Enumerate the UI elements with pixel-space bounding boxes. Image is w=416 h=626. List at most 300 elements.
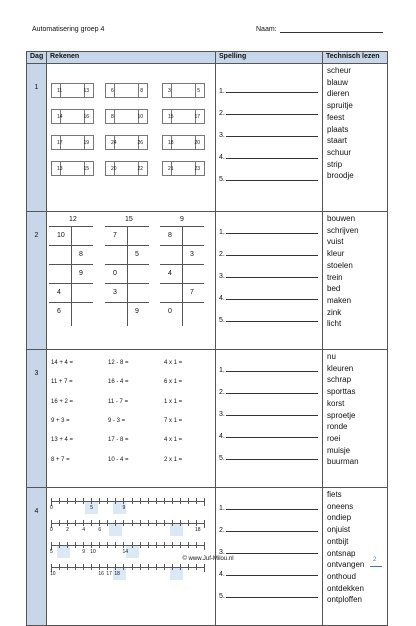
spelling-line[interactable] bbox=[219, 271, 318, 280]
number-line-tick bbox=[107, 498, 108, 504]
number-line-tick bbox=[75, 542, 76, 548]
reading-word: bed bbox=[327, 284, 341, 294]
number-line-tick bbox=[107, 564, 108, 570]
spelling-cell-3 bbox=[216, 350, 323, 488]
number-line-tick bbox=[140, 564, 141, 570]
number-line-tick bbox=[196, 498, 197, 504]
number-line-tick bbox=[204, 498, 205, 506]
spelling-number: 1. bbox=[219, 367, 225, 374]
reading-word: spruitje bbox=[327, 101, 353, 111]
split-row-line bbox=[49, 245, 93, 246]
neighbour-left: 13 bbox=[57, 166, 63, 172]
split-cell[interactable]: 0 bbox=[113, 270, 117, 277]
number-line-tick bbox=[75, 520, 76, 526]
number-line-label: 5 bbox=[90, 505, 94, 511]
number-line bbox=[51, 560, 204, 580]
number-line-label: 2 bbox=[66, 527, 69, 533]
col-spelling: Spelling bbox=[216, 52, 323, 64]
split-cell[interactable]: 9 bbox=[135, 308, 139, 315]
reading-word: ontvangen bbox=[327, 560, 365, 570]
sum-item: 8 + 7 = bbox=[51, 456, 70, 463]
reading-word: onjuist bbox=[327, 525, 351, 535]
reading-word: scheur bbox=[327, 66, 352, 75]
number-line-tick bbox=[164, 542, 165, 548]
neighbour-right: 5 bbox=[197, 88, 200, 94]
neighbour-box-middle[interactable] bbox=[171, 110, 196, 123]
neighbour-right: 19 bbox=[83, 140, 89, 146]
number-line-tick bbox=[164, 520, 165, 526]
reading-word: zink bbox=[327, 307, 342, 317]
reading-cell-2 bbox=[323, 212, 388, 350]
neighbour-right: 17 bbox=[194, 114, 200, 120]
neighbour-box-middle[interactable] bbox=[114, 84, 139, 97]
page-number: 2 bbox=[373, 557, 377, 563]
spelling-line[interactable] bbox=[219, 547, 318, 556]
neighbour-box-middle[interactable] bbox=[171, 136, 196, 149]
number-line-tick bbox=[180, 498, 181, 504]
neighbour-left: 14 bbox=[57, 114, 63, 120]
number-line-tick bbox=[59, 520, 60, 526]
spelling-number: 1. bbox=[219, 88, 225, 95]
spelling-answer-line[interactable] bbox=[226, 387, 318, 394]
spelling-answer-line[interactable] bbox=[226, 249, 318, 256]
spelling-line[interactable] bbox=[219, 569, 318, 578]
number-line-tick bbox=[132, 542, 133, 548]
spelling-number: 5. bbox=[219, 593, 225, 600]
number-line-tick bbox=[132, 520, 133, 526]
number-line-tick bbox=[156, 498, 157, 504]
number-line-tick bbox=[172, 542, 173, 548]
spelling-answer-line[interactable] bbox=[226, 130, 318, 137]
spelling-answer-line[interactable] bbox=[226, 271, 318, 278]
reading-word: ontploffen bbox=[327, 595, 362, 605]
number-line-tick bbox=[91, 542, 92, 548]
number-line-axis bbox=[51, 523, 204, 524]
neighbour-left: 3 bbox=[168, 88, 171, 94]
number-line-tick bbox=[180, 564, 181, 570]
col-dag: Dag bbox=[27, 52, 47, 64]
spelling-line[interactable] bbox=[219, 365, 318, 374]
neighbour-box[interactable] bbox=[51, 161, 94, 176]
split-row-line bbox=[49, 283, 93, 284]
number-line-label: 10 bbox=[90, 549, 96, 555]
number-line-tick bbox=[188, 564, 189, 570]
number-line-axis bbox=[51, 501, 204, 502]
number-line-tick bbox=[107, 520, 108, 526]
number-line-tick bbox=[156, 564, 157, 570]
sum-item: 4 x 1 = bbox=[164, 437, 183, 444]
neighbour-box[interactable] bbox=[51, 83, 94, 98]
sum-item: 10 - 4 = bbox=[108, 456, 129, 463]
number-line-label: 10 bbox=[50, 571, 56, 577]
split-row-line bbox=[160, 264, 204, 265]
reading-word: ondiep bbox=[327, 513, 352, 523]
reading-word: licht bbox=[327, 319, 342, 329]
number-line-tick bbox=[156, 542, 157, 548]
number-line-tick bbox=[123, 542, 124, 548]
sum-item: 7 x 1 = bbox=[164, 417, 183, 424]
neighbour-box-middle[interactable] bbox=[171, 162, 196, 175]
reading-word: broodje bbox=[327, 171, 354, 181]
number-line-tick bbox=[196, 520, 197, 526]
spelling-line[interactable] bbox=[219, 387, 318, 396]
spelling-cell-1 bbox=[216, 64, 323, 212]
number-line-tick bbox=[83, 520, 84, 526]
number-line-tick bbox=[115, 542, 116, 548]
number-line-tick bbox=[115, 498, 116, 504]
number-line-tick bbox=[67, 542, 68, 548]
split-row-line bbox=[105, 302, 149, 303]
worksheet-table bbox=[26, 51, 388, 626]
number-line-tick bbox=[75, 564, 76, 570]
split-cell[interactable]: 9 bbox=[79, 270, 83, 277]
number-line-tick bbox=[67, 498, 68, 504]
neighbour-box[interactable] bbox=[105, 83, 148, 98]
neighbour-box-middle[interactable] bbox=[60, 136, 85, 149]
number-line-label: 14 bbox=[122, 549, 129, 555]
number-line-tick bbox=[83, 564, 84, 570]
number-line-tick bbox=[172, 498, 173, 504]
sum-item: 6 x 1 = bbox=[164, 379, 183, 386]
split-row-line bbox=[160, 245, 204, 246]
split-cell[interactable]: 8 bbox=[168, 232, 172, 239]
number-line-tick bbox=[59, 564, 60, 570]
number-line-tick bbox=[132, 498, 133, 504]
spelling-number: 3. bbox=[219, 132, 225, 139]
spelling-number: 1. bbox=[219, 229, 225, 236]
split-cell[interactable]: 7 bbox=[113, 232, 117, 239]
sum-item: 16 - 4 = bbox=[108, 379, 129, 386]
number-line-label: 9 bbox=[82, 549, 85, 555]
number-line-tick bbox=[75, 498, 76, 504]
number-line-tick bbox=[99, 498, 100, 504]
number-line-tick bbox=[140, 498, 141, 504]
neighbour-right: 8 bbox=[140, 88, 143, 94]
spelling-line[interactable] bbox=[219, 130, 318, 139]
spelling-line[interactable] bbox=[219, 227, 318, 236]
day-number: 2 bbox=[27, 212, 47, 350]
reading-word: buurman bbox=[327, 457, 359, 467]
spelling-line[interactable] bbox=[219, 315, 318, 324]
reading-word: ontbijt bbox=[327, 536, 349, 546]
spelling-answer-line[interactable] bbox=[226, 591, 318, 598]
sum-item: 11 + 7 = bbox=[51, 379, 73, 386]
sum-item: 11 - 7 = bbox=[108, 398, 129, 405]
number-line-label: 4 bbox=[82, 527, 85, 533]
number-line-tick bbox=[115, 520, 116, 526]
number-line-label: 17 bbox=[106, 571, 112, 577]
neighbour-left: 18 bbox=[168, 140, 174, 146]
spelling-answer-line[interactable] bbox=[226, 365, 318, 372]
split-cell[interactable]: 4 bbox=[168, 270, 172, 277]
spelling-line[interactable] bbox=[219, 409, 318, 418]
spelling-answer-line[interactable] bbox=[226, 227, 318, 234]
spelling-line[interactable] bbox=[219, 525, 318, 534]
spelling-line[interactable] bbox=[219, 591, 318, 600]
neighbour-box[interactable] bbox=[51, 135, 94, 150]
reading-word: nu bbox=[327, 352, 336, 361]
reading-cell-3 bbox=[323, 350, 388, 488]
number-line-tick bbox=[196, 542, 197, 548]
split-row-line bbox=[160, 283, 204, 284]
page-number-underline bbox=[370, 566, 382, 567]
split-cell[interactable]: 4 bbox=[57, 289, 61, 296]
day-number: 4 bbox=[27, 488, 47, 626]
neighbour-right: 15 bbox=[83, 166, 89, 172]
spelling-line[interactable] bbox=[219, 249, 318, 258]
reading-word: dieren bbox=[327, 89, 350, 99]
split-top-number: 9 bbox=[180, 216, 184, 223]
number-line-tick bbox=[188, 542, 189, 548]
spelling-line[interactable] bbox=[219, 152, 318, 161]
split-row-line bbox=[105, 264, 149, 265]
number-line-tick bbox=[180, 542, 181, 548]
spelling-answer-line[interactable] bbox=[226, 409, 318, 416]
split-divider bbox=[127, 226, 128, 326]
neighbour-box[interactable] bbox=[162, 109, 205, 124]
spelling-number: 4. bbox=[219, 154, 225, 161]
sum-item: 13 + 4 = bbox=[51, 437, 74, 444]
neighbour-right: 26 bbox=[137, 140, 143, 146]
split-cell[interactable]: 6 bbox=[57, 308, 61, 315]
sum-item: 2 x 1 = bbox=[164, 456, 183, 463]
number-line-tick bbox=[148, 542, 149, 548]
rekenen-cell-3 bbox=[47, 350, 216, 488]
neighbour-box[interactable] bbox=[162, 161, 205, 176]
neighbour-box-middle[interactable] bbox=[171, 84, 196, 97]
split-cell[interactable]: 7 bbox=[190, 289, 194, 296]
split-cell[interactable]: 5 bbox=[135, 251, 139, 258]
spelling-answer-line[interactable] bbox=[226, 525, 318, 532]
split-row-line bbox=[49, 264, 93, 265]
sum-item: 1 x 1 = bbox=[164, 398, 183, 405]
split-cell[interactable]: 8 bbox=[79, 251, 83, 258]
name-line[interactable] bbox=[280, 26, 383, 33]
reading-word: strip bbox=[327, 159, 343, 169]
sum-item: 16 + 2 = bbox=[51, 398, 74, 405]
neighbour-right: 20 bbox=[194, 140, 200, 146]
spelling-line[interactable] bbox=[219, 293, 318, 302]
reading-word: korst bbox=[327, 398, 345, 408]
split-cell[interactable]: 3 bbox=[190, 251, 194, 258]
spelling-line[interactable] bbox=[219, 431, 318, 440]
spelling-answer-line[interactable] bbox=[226, 152, 318, 159]
number-line-tick bbox=[91, 564, 92, 570]
spelling-number: 2. bbox=[219, 251, 225, 258]
spelling-line[interactable] bbox=[219, 86, 318, 95]
number-line-tick bbox=[148, 564, 149, 570]
split-cell[interactable]: 3 bbox=[113, 289, 117, 296]
reading-word: schrijven bbox=[327, 225, 359, 235]
neighbour-right: 22 bbox=[137, 166, 143, 172]
neighbour-left: 11 bbox=[57, 88, 63, 94]
number-line-tick bbox=[59, 542, 60, 548]
neighbour-left: 17 bbox=[57, 140, 63, 146]
reading-word: maken bbox=[327, 295, 352, 305]
split-divider bbox=[71, 226, 72, 326]
number-line-tick bbox=[180, 520, 181, 526]
split-row-line bbox=[49, 302, 93, 303]
number-line-tick bbox=[172, 564, 173, 570]
sum-item: 14 + 4 = bbox=[51, 360, 74, 366]
neighbour-right: 16 bbox=[83, 114, 89, 120]
reading-word: sproetje bbox=[327, 410, 356, 420]
number-line-label: 18 bbox=[194, 527, 201, 533]
reading-word: ontdekken bbox=[327, 583, 364, 593]
reading-word: kleur bbox=[327, 249, 345, 259]
number-line-tick bbox=[140, 520, 141, 526]
neighbour-box[interactable] bbox=[51, 109, 94, 124]
reading-word: vuist bbox=[327, 237, 344, 247]
number-line-tick bbox=[123, 498, 124, 504]
spelling-answer-line[interactable] bbox=[226, 108, 318, 115]
spelling-answer-line[interactable] bbox=[226, 293, 318, 300]
number-line-tick bbox=[164, 564, 165, 570]
spelling-answer-line[interactable] bbox=[226, 315, 318, 322]
number-line-axis bbox=[51, 567, 204, 568]
spelling-number: 2. bbox=[219, 110, 225, 117]
neighbour-left: 8 bbox=[111, 114, 114, 120]
spelling-line[interactable] bbox=[219, 503, 318, 512]
neighbour-box[interactable] bbox=[162, 83, 205, 98]
spelling-number: 3. bbox=[219, 273, 225, 280]
day-number: 1 bbox=[27, 64, 47, 212]
day-number: 3 bbox=[27, 350, 47, 488]
neighbour-box[interactable] bbox=[162, 135, 205, 150]
number-line-tick bbox=[83, 498, 84, 504]
sum-item: 9 - 3 = bbox=[108, 417, 126, 424]
reading-word: ontsnap bbox=[327, 548, 356, 558]
number-line-tick bbox=[99, 564, 100, 570]
name-field[interactable] bbox=[256, 26, 383, 33]
split-cell[interactable]: 10 bbox=[57, 232, 65, 239]
number-line-tick bbox=[148, 498, 149, 504]
spelling-line[interactable] bbox=[219, 453, 318, 462]
spelling-answer-line[interactable] bbox=[226, 453, 318, 460]
spelling-cell-2 bbox=[216, 212, 323, 350]
number-line-label: 16 bbox=[98, 571, 104, 577]
neighbour-left: 21 bbox=[168, 166, 174, 172]
number-line-tick bbox=[196, 564, 197, 570]
neighbour-box-middle[interactable] bbox=[60, 162, 85, 175]
spelling-line[interactable] bbox=[219, 174, 318, 183]
spelling-answer-line[interactable] bbox=[226, 547, 318, 554]
neighbour-left: 6 bbox=[111, 88, 114, 94]
neighbour-right: 10 bbox=[137, 114, 143, 120]
reading-word: stoelen bbox=[327, 260, 353, 270]
number-line-label: 0 bbox=[50, 505, 53, 511]
number-line-tick bbox=[115, 564, 116, 570]
neighbour-box-middle[interactable] bbox=[60, 84, 85, 97]
number-line-tick bbox=[59, 498, 60, 504]
neighbour-left: 15 bbox=[168, 114, 174, 120]
neighbour-box-middle[interactable] bbox=[114, 136, 139, 149]
spelling-number: 4. bbox=[219, 571, 225, 578]
number-line-tick bbox=[172, 520, 173, 526]
number-line-tick bbox=[123, 520, 124, 526]
number-line bbox=[51, 516, 204, 536]
number-line bbox=[51, 494, 204, 514]
number-line-tick bbox=[156, 520, 157, 526]
number-line-tick bbox=[107, 542, 108, 548]
neighbour-box-middle[interactable] bbox=[114, 162, 139, 175]
spelling-answer-line[interactable] bbox=[226, 431, 318, 438]
number-line-label: 0 bbox=[50, 527, 53, 533]
number-line-label: 5 bbox=[50, 549, 53, 555]
reading-word: ronde bbox=[327, 422, 348, 432]
spelling-number: 4. bbox=[219, 295, 225, 302]
spelling-answer-line[interactable] bbox=[226, 503, 318, 510]
neighbour-box-middle[interactable] bbox=[60, 110, 85, 123]
spelling-answer-line[interactable] bbox=[226, 174, 318, 181]
number-line-tick bbox=[188, 520, 189, 526]
number-line-tick bbox=[132, 564, 133, 570]
spelling-answer-line[interactable] bbox=[226, 86, 318, 93]
name-label: Naam: bbox=[256, 26, 277, 33]
reading-word: roei bbox=[327, 433, 341, 443]
spelling-number: 2. bbox=[219, 389, 225, 396]
split-top-number: 15 bbox=[125, 216, 133, 223]
number-line bbox=[51, 538, 204, 558]
neighbour-box[interactable] bbox=[105, 135, 148, 150]
neighbour-box[interactable] bbox=[105, 109, 148, 124]
spelling-number: 5. bbox=[219, 317, 225, 324]
split-cell[interactable]: 0 bbox=[168, 308, 172, 315]
spelling-answer-line[interactable] bbox=[226, 569, 318, 576]
spelling-number: 3. bbox=[219, 411, 225, 418]
number-line-tick bbox=[140, 542, 141, 548]
reading-word: schrap bbox=[327, 375, 352, 385]
reading-word: sporttas bbox=[327, 387, 356, 397]
split-top-number: 12 bbox=[69, 216, 77, 223]
spelling-number: 5. bbox=[219, 455, 225, 462]
neighbour-box[interactable] bbox=[105, 161, 148, 176]
reading-word: trein bbox=[327, 272, 343, 282]
col-technisch: Technisch lezen bbox=[323, 52, 388, 64]
reading-word: fiets bbox=[327, 490, 342, 499]
reading-cell-1 bbox=[323, 64, 388, 212]
neighbour-right: 13 bbox=[83, 88, 89, 94]
number-line-tick bbox=[91, 520, 92, 526]
reading-word: onthoud bbox=[327, 571, 356, 581]
neighbour-left: 24 bbox=[111, 140, 117, 146]
split-row-line bbox=[105, 283, 149, 284]
number-line-tick bbox=[67, 564, 68, 570]
number-line-tick bbox=[83, 542, 84, 548]
spelling-number: 3. bbox=[219, 549, 225, 556]
reading-word: blauw bbox=[327, 77, 348, 87]
sum-item: 17 - 8 = bbox=[108, 437, 129, 444]
spelling-line[interactable] bbox=[219, 108, 318, 117]
rekenen-cell-2 bbox=[47, 212, 216, 350]
sum-item: 9 + 3 = bbox=[51, 417, 70, 424]
neighbour-right: 23 bbox=[194, 166, 200, 172]
reading-word: bouwen bbox=[327, 214, 356, 223]
worksheet-title: Automatisering groep 4 bbox=[32, 26, 105, 33]
reading-word: muisje bbox=[327, 445, 351, 455]
number-line-axis bbox=[51, 545, 204, 546]
reading-word: oneens bbox=[327, 501, 354, 511]
neighbour-box-middle[interactable] bbox=[114, 110, 139, 123]
reading-word: staart bbox=[327, 136, 348, 146]
spelling-number: 4. bbox=[219, 433, 225, 440]
reading-word: kleuren bbox=[327, 363, 354, 373]
number-line-label: 6 bbox=[98, 527, 102, 533]
spelling-number: 5. bbox=[219, 176, 225, 183]
number-line-tick bbox=[204, 564, 205, 572]
number-line-tick bbox=[204, 542, 205, 550]
spelling-number: 2. bbox=[219, 527, 225, 534]
